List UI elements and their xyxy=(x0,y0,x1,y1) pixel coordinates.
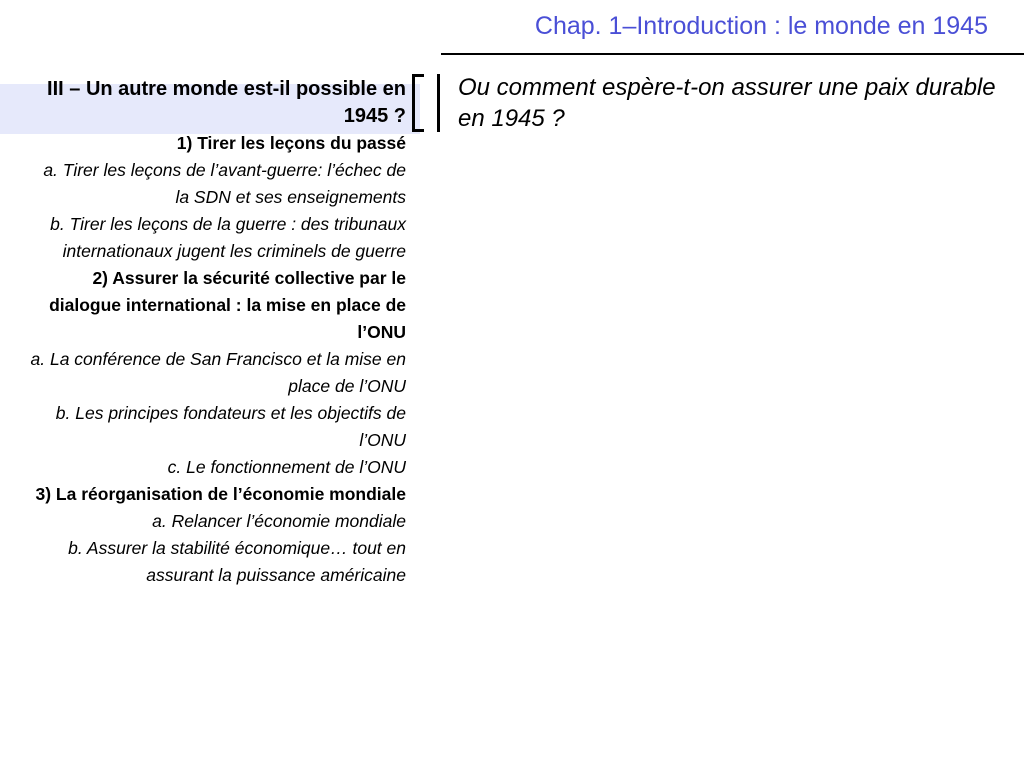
section-title-1: 1) Tirer les leçons du passé xyxy=(176,133,406,153)
chapter-title: Chap. 1–Introduction : le monde en 1945 xyxy=(534,12,988,40)
bracket-left xyxy=(412,74,424,132)
section-2-item-b: b. Les principes fondateurs et les objectifs de l’ONU xyxy=(55,403,406,450)
title-underline xyxy=(441,53,1024,55)
section-3-item-a: a. Relancer l’économie mondiale xyxy=(152,511,406,531)
part-title: III – Un autre monde est-il possible en 1945 ? xyxy=(47,78,406,127)
section-2-item-a: a. La conférence de San Francisco et la mise en place de l’ONU xyxy=(30,349,406,396)
section-title-2: 2) Assurer la sécurité collective par le dialogue international : la mise en place de l’ONU xyxy=(49,268,406,342)
section-1-item-b: b. Tirer les leçons de la guerre : des tribunaux internationaux jugent les criminels de guerre xyxy=(50,214,406,261)
section-3-item-b: b. Assurer la stabilité économique… tout en assurant la puissance américaine xyxy=(68,538,406,585)
bracket-divider xyxy=(437,74,440,132)
section-1-item-a: a. Tirer les leçons de l’avant-guerre: l’échec de la SDN et ses enseignements xyxy=(43,160,406,207)
section-2-item-c: c. Le fonctionnement de l’ONU xyxy=(167,457,406,477)
section-title-3: 3) La réorganisation de l’économie mondiale xyxy=(35,484,406,504)
lesson-outline xyxy=(30,76,406,589)
problematic-question: Ou comment espère-t-on assurer une paix durable en 1945 ? xyxy=(458,74,996,132)
